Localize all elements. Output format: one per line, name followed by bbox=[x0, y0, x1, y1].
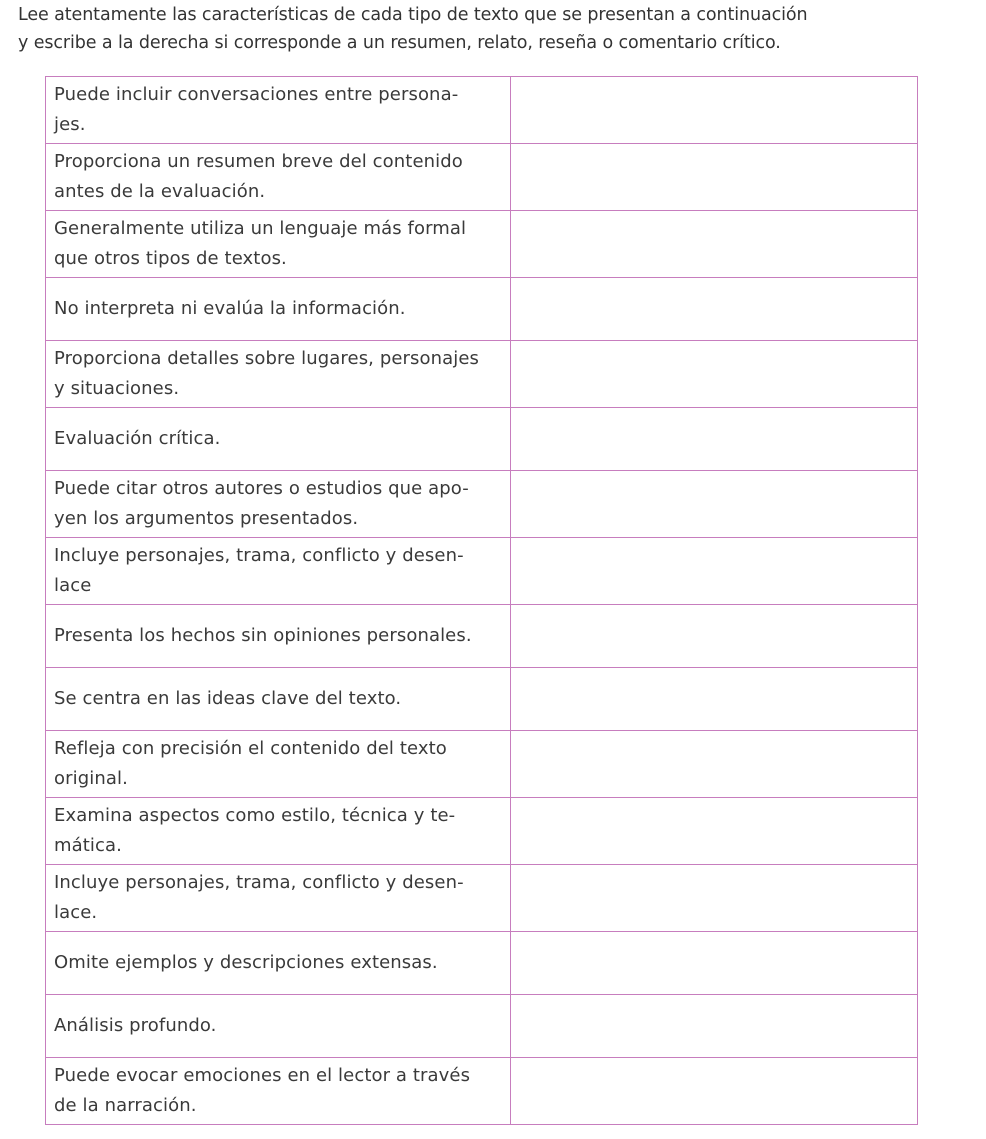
statement-cell: Análisis profundo. bbox=[46, 995, 511, 1058]
table-row bbox=[46, 668, 918, 731]
table-row bbox=[46, 995, 918, 1058]
table-row bbox=[46, 77, 918, 144]
statement-cell: Incluye personajes, trama, conflicto y desen- lace bbox=[46, 538, 511, 605]
answer-input[interactable] bbox=[511, 77, 917, 143]
answer-input[interactable] bbox=[511, 865, 917, 931]
answer-input[interactable] bbox=[511, 278, 917, 340]
classification-table bbox=[45, 76, 918, 1125]
table-row bbox=[46, 731, 918, 798]
answer-cell[interactable] bbox=[511, 731, 918, 798]
statement-cell: Refleja con precisión el contenido del texto original. bbox=[46, 731, 511, 798]
table-row bbox=[46, 144, 918, 211]
answer-input[interactable] bbox=[511, 1058, 917, 1124]
instructions bbox=[18, 1, 968, 57]
answer-cell[interactable] bbox=[511, 1058, 918, 1125]
table-row bbox=[46, 211, 918, 278]
table-row bbox=[46, 408, 918, 471]
answer-cell[interactable] bbox=[511, 538, 918, 605]
table-row bbox=[46, 538, 918, 605]
table-row bbox=[46, 471, 918, 538]
answer-cell[interactable] bbox=[511, 605, 918, 668]
answer-cell[interactable] bbox=[511, 278, 918, 341]
statement-cell: Presenta los hechos sin opiniones personales. bbox=[46, 605, 511, 668]
answer-cell[interactable] bbox=[511, 408, 918, 471]
statement-cell: Incluye personajes, trama, conflicto y desen- lace. bbox=[46, 865, 511, 932]
answer-cell[interactable] bbox=[511, 341, 918, 408]
answer-input[interactable] bbox=[511, 408, 917, 470]
statement-cell: Generalmente utiliza un lenguaje más formal que otros tipos de textos. bbox=[46, 211, 511, 278]
statement-cell: Puede citar otros autores o estudios que apo- yen los argumentos presentados. bbox=[46, 471, 511, 538]
table-row bbox=[46, 932, 918, 995]
statement-cell: Evaluación crítica. bbox=[46, 408, 511, 471]
table-row bbox=[46, 605, 918, 668]
table-row bbox=[46, 798, 918, 865]
answer-input[interactable] bbox=[511, 538, 917, 604]
answer-cell[interactable] bbox=[511, 144, 918, 211]
answer-input[interactable] bbox=[511, 144, 917, 210]
answer-cell[interactable] bbox=[511, 211, 918, 278]
table-row bbox=[46, 278, 918, 341]
answer-input[interactable] bbox=[511, 605, 917, 667]
statement-cell: Puede evocar emociones en el lector a través de la narración. bbox=[46, 1058, 511, 1125]
answer-cell[interactable] bbox=[511, 932, 918, 995]
answer-input[interactable] bbox=[511, 932, 917, 994]
instructions-line-1: Lee atentamente las características de cada tipo de texto que se presentan a continuación bbox=[18, 5, 808, 25]
answer-input[interactable] bbox=[511, 668, 917, 730]
table-row bbox=[46, 865, 918, 932]
statement-cell: Se centra en las ideas clave del texto. bbox=[46, 668, 511, 731]
statement-cell: No interpreta ni evalúa la información. bbox=[46, 278, 511, 341]
answer-input[interactable] bbox=[511, 995, 917, 1057]
answer-cell[interactable] bbox=[511, 77, 918, 144]
statement-cell: Proporciona un resumen breve del contenido antes de la evaluación. bbox=[46, 144, 511, 211]
answer-cell[interactable] bbox=[511, 471, 918, 538]
answer-input[interactable] bbox=[511, 211, 917, 277]
answer-input[interactable] bbox=[511, 471, 917, 537]
answer-cell[interactable] bbox=[511, 798, 918, 865]
table-row bbox=[46, 1058, 918, 1125]
statement-cell: Examina aspectos como estilo, técnica y te- mática. bbox=[46, 798, 511, 865]
answer-input[interactable] bbox=[511, 731, 917, 797]
statement-cell: Omite ejemplos y descripciones extensas. bbox=[46, 932, 511, 995]
statement-cell: Puede incluir conversaciones entre persona- jes. bbox=[46, 77, 511, 144]
answer-input[interactable] bbox=[511, 341, 917, 407]
answer-cell[interactable] bbox=[511, 668, 918, 731]
table-row bbox=[46, 341, 918, 408]
answer-cell[interactable] bbox=[511, 865, 918, 932]
instructions-line-2: y escribe a la derecha si corresponde a un resumen, relato, reseña o comentario crítico. bbox=[18, 33, 781, 53]
answer-cell[interactable] bbox=[511, 995, 918, 1058]
answer-input[interactable] bbox=[511, 798, 917, 864]
statement-cell: Proporciona detalles sobre lugares, personajes y situaciones. bbox=[46, 341, 511, 408]
